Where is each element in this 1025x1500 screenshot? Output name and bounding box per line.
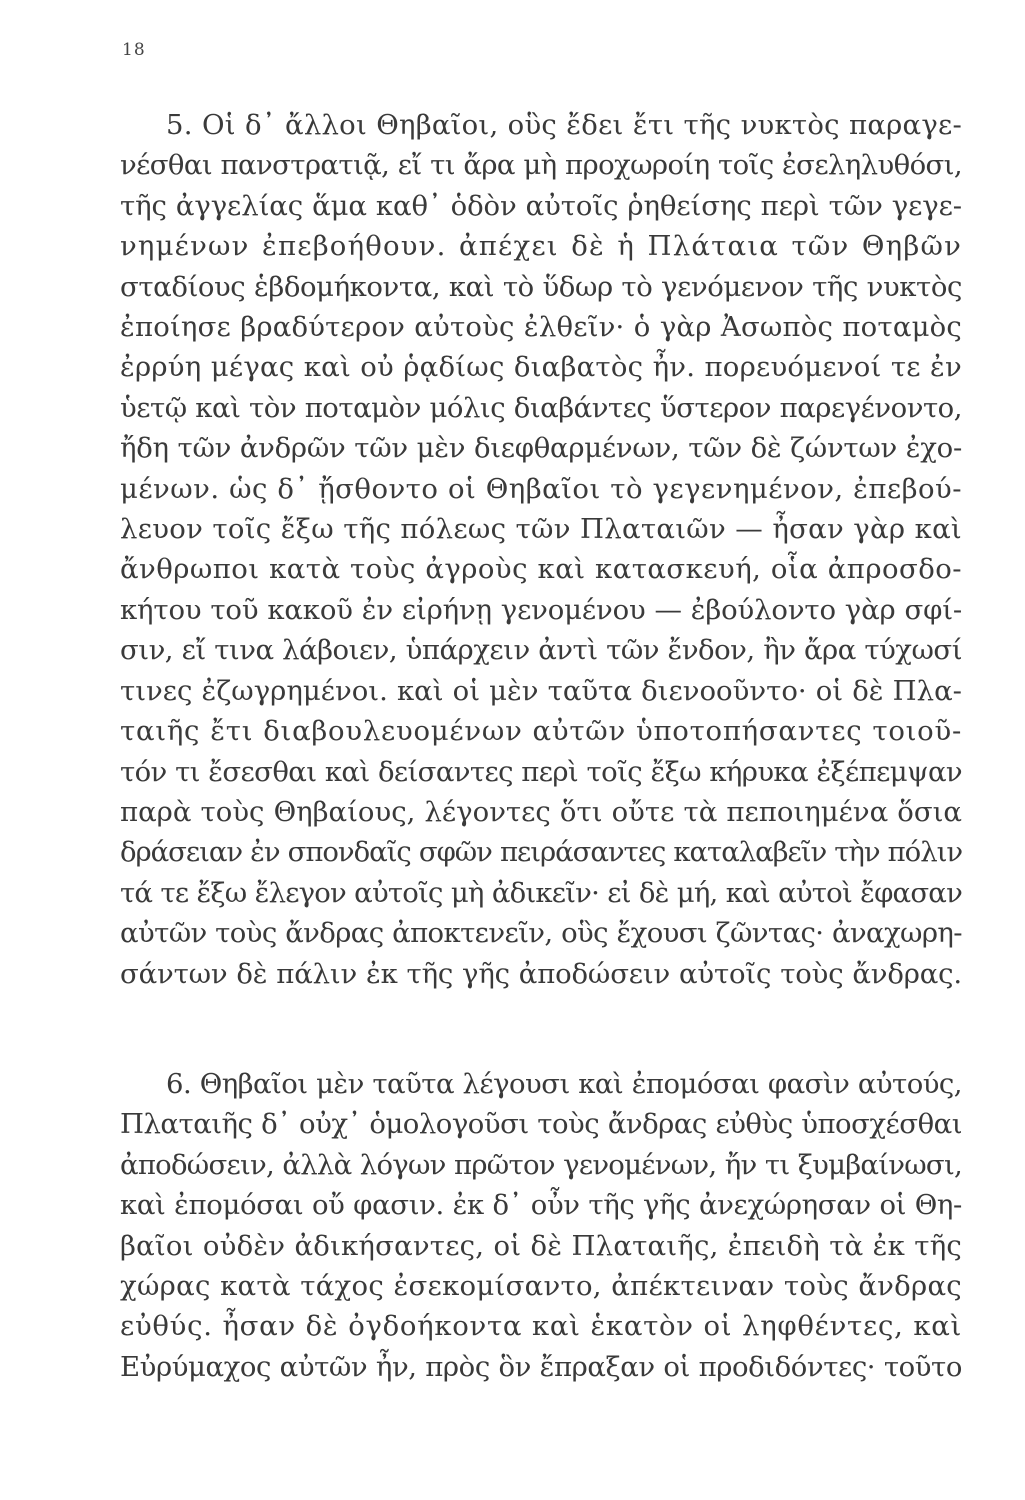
text-line: 5. Οἱ δ᾽ ἄλλοι Θηβαῖοι, οὓς ἔδει ἔτι τῆς νυκτὸς παραγε- — [166, 109, 962, 141]
text-line: σάντων δὲ πάλιν ἐκ τῆς γῆς ἀποδώσειν αὐτοῖς τοὺς ἄνδρας. — [120, 957, 962, 990]
text-line: τόν τι ἔσεσθαι καὶ δείσαντες περὶ τοῖς ἔξω κήρυκα ἐξέπεμψαν — [120, 755, 962, 788]
text-line: τά τε ἔξω ἔλεγον αὐτοῖς μὴ ἀδικεῖν· εἰ δὲ μή, καὶ αὐτοὶ ἔφασαν — [120, 876, 962, 909]
text-line: αὐτῶν τοὺς ἄνδρας ἀποκτενεῖν, οὓς ἔχουσι ζῶντας· ἀναχωρη- — [120, 917, 962, 950]
text-line: ἤδη τῶν ἀνδρῶν τῶν μὲν διεφθαρμένων, τῶν δὲ ζώντων ἐχο- — [120, 432, 962, 465]
text-line: ἐποίησε βραδύτερον αὐτοὺς ἐλθεῖν· ὁ γὰρ Ἀσωπὸς ποταμὸς — [120, 311, 962, 344]
text-line: νέσθαι πανστρατιᾷ, εἴ τι ἄρα μὴ προχωροίη τοῖς ἐσεληλυθόσι, — [120, 149, 962, 182]
text-line: σταδίους ἑβδομήκοντα, καὶ τὸ ὕδωρ τὸ γενόμενον τῆς νυκτὸς — [120, 270, 962, 303]
text-line: ὑετῷ καὶ τὸν ποταμὸν μόλις διαβάντες ὕστερον παρεγένοντο, — [120, 391, 962, 424]
text-line: παρὰ τοὺς Θηβαίους, λέγοντες ὅτι οὔτε τὰ πεποιημένα ὅσια — [120, 795, 962, 828]
text-line: νημένων ἐπεβοήθουν. ἀπέχει δὲ ἡ Πλάταια τῶν Θηβῶν — [120, 230, 962, 263]
text-line: σιν, εἴ τινα λάβοιεν, ὑπάρχειν ἀντὶ τῶν ἔνδον, ἢν ἄρα τύχωσί — [120, 634, 962, 667]
text-line: Εὐρύμαχος αὐτῶν ἦν, πρὸς ὃν ἔπραξαν οἱ προδιδόντες· τοῦτο — [120, 1350, 962, 1383]
text-line: λευον τοῖς ἔξω τῆς πόλεως τῶν Πλαταιῶν — ἦσαν γὰρ καὶ — [120, 513, 962, 546]
text-line: 6. Θηβαῖοι μὲν ταῦτα λέγουσι καὶ ἐπομόσαι φασὶν αὐτούς, — [166, 1068, 962, 1100]
text-line: τινες ἐζωγρημένοι. καὶ οἱ μὲν ταῦτα διενοοῦντο· οἱ δὲ Πλα- — [120, 674, 962, 707]
text-line: Πλαταιῆς δ᾽ οὐχ᾽ ὁμολογοῦσι τοὺς ἄνδρας εὐθὺς ὑποσχέσθαι — [120, 1108, 962, 1141]
text-line: δράσειαν ἐν σπονδαῖς σφῶν πειράσαντες καταλαβεῖν τὴν πόλιν — [120, 836, 962, 869]
paragraph-6 — [120, 1064, 962, 1387]
text-line: κήτου τοῦ κακοῦ ἐν εἰρήνῃ γενομένου — ἐβούλοντο γὰρ σφί- — [120, 593, 962, 626]
text-line: καὶ ἐπομόσαι οὔ φασιν. ἐκ δ᾽ οὖν τῆς γῆς ἀνεχώρησαν οἱ Θη- — [120, 1189, 962, 1222]
text-line: βαῖοι οὐδὲν ἀδικήσαντες, οἱ δὲ Πλαταιῆς, ἐπειδὴ τὰ ἐκ τῆς — [120, 1229, 962, 1262]
text-line: ἀποδώσειν, ἀλλὰ λόγων πρῶτον γενομένων, ἤν τι ξυμβαίνωσι, — [120, 1148, 962, 1181]
text-line: ταιῆς ἔτι διαβουλευομένων αὐτῶν ὑποτοπήσαντες τοιοῦ- — [120, 715, 962, 748]
paragraph-5 — [120, 105, 962, 994]
text-line: ἄνθρωποι κατὰ τοὺς ἀγροὺς καὶ κατασκευή, οἷα ἀπροσδο- — [120, 553, 962, 586]
text-line: χώρας κατὰ τάχος ἐσεκομίσαντο, ἀπέκτειναν τοὺς ἄνδρας — [120, 1270, 962, 1303]
page-number: 18 — [122, 40, 146, 60]
text-line: ἐρρύη μέγας καὶ οὐ ῥᾳδίως διαβατὸς ἦν. πορευόμενοί τε ἐν — [120, 351, 962, 384]
text-line: τῆς ἀγγελίας ἅμα καθ᾽ ὁδὸν αὐτοῖς ῥηθείσης περὶ τῶν γεγε- — [120, 189, 962, 222]
text-line: εὐθύς. ἦσαν δὲ ὀγδοήκοντα καὶ ἑκατὸν οἱ ληφθέντες, καὶ — [120, 1310, 962, 1343]
text-line: μένων. ὡς δ᾽ ᾔσθοντο οἱ Θηβαῖοι τὸ γεγενημένον, ἐπεβού- — [120, 472, 962, 505]
